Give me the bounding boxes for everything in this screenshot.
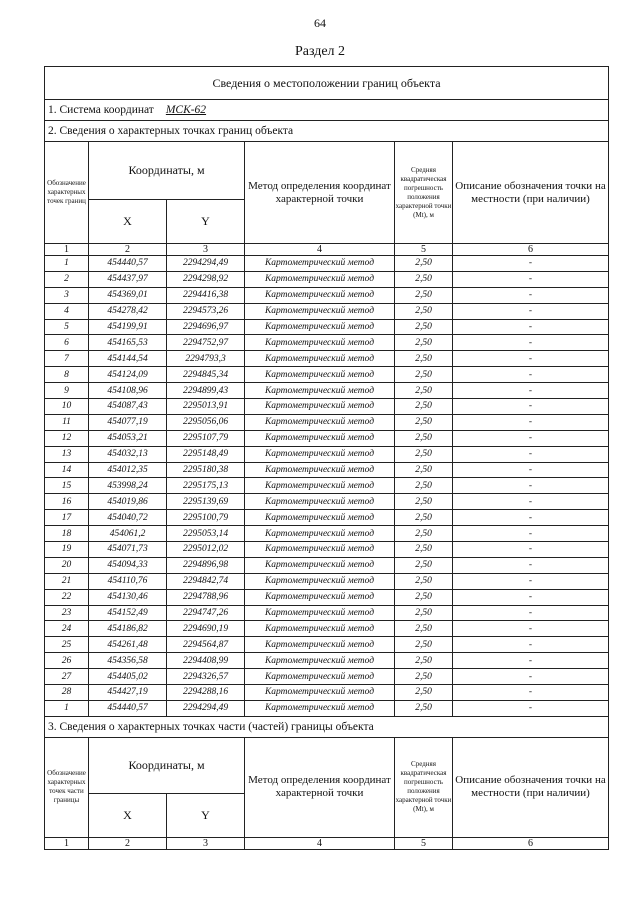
x-coordinate-cell: 454032,13 [89, 446, 167, 462]
x-coordinate-cell: 453998,24 [89, 478, 167, 494]
point-id-cell: 4 [45, 303, 89, 319]
y-coordinate-cell: 2294747,26 [167, 605, 245, 621]
description-cell: - [453, 542, 609, 558]
point-id-cell: 20 [45, 557, 89, 573]
point-id-cell: 1 [45, 256, 89, 272]
method-cell: Картометрический метод [245, 653, 395, 669]
point-id-cell: 6 [45, 335, 89, 351]
point-id-cell: 2 [45, 271, 89, 287]
y-coordinate-cell: 2294288,16 [167, 685, 245, 701]
description-cell: - [453, 573, 609, 589]
table-row [45, 383, 609, 399]
y-coordinate-cell: 2294298,92 [167, 271, 245, 287]
point-id-cell: 21 [45, 573, 89, 589]
rms-error-cell: 2,50 [395, 351, 453, 367]
point-id-cell: 26 [45, 653, 89, 669]
x-coordinate-cell: 454437,97 [89, 271, 167, 287]
rms-error-cell: 2,50 [395, 573, 453, 589]
y-coordinate-cell: 2295012,02 [167, 542, 245, 558]
method-cell: Картометрический метод [245, 478, 395, 494]
point-id-cell: 3 [45, 287, 89, 303]
column-number: 4 [245, 244, 395, 256]
table-row [45, 335, 609, 351]
point-id-cell: 14 [45, 462, 89, 478]
y-coordinate-cell: 2294690,19 [167, 621, 245, 637]
rms-error-cell: 2,50 [395, 399, 453, 415]
method-cell: Картометрический метод [245, 319, 395, 335]
description-cell: - [453, 256, 609, 272]
method-cell: Картометрический метод [245, 399, 395, 415]
x-coordinate-cell: 454278,42 [89, 303, 167, 319]
table-row [45, 319, 609, 335]
table-row [45, 589, 609, 605]
x-coordinate-cell: 454369,01 [89, 287, 167, 303]
rms-error-cell: 2,50 [395, 271, 453, 287]
x-coordinate-cell: 454199,91 [89, 319, 167, 335]
rms-error-cell: 2,50 [395, 653, 453, 669]
x-coordinate-cell: 454040,72 [89, 510, 167, 526]
x-coordinate-cell: 454261,48 [89, 637, 167, 653]
point-id-cell: 25 [45, 637, 89, 653]
point-id-cell: 8 [45, 367, 89, 383]
rms-error-cell: 2,50 [395, 462, 453, 478]
x-coordinate-cell: 454108,96 [89, 383, 167, 399]
y-coordinate-cell: 2294752,97 [167, 335, 245, 351]
method-cell: Картометрический метод [245, 494, 395, 510]
description-cell: - [453, 446, 609, 462]
method-cell: Картометрический метод [245, 542, 395, 558]
table-row [45, 367, 609, 383]
point-id-cell: 13 [45, 446, 89, 462]
y-coordinate-cell: 2294294,49 [167, 700, 245, 716]
coord-system-value: МСК-62 [165, 104, 207, 116]
method-cell: Картометрический метод [245, 287, 395, 303]
x-coordinate-cell: 454440,57 [89, 700, 167, 716]
y-coordinate-cell: 2295139,69 [167, 494, 245, 510]
rms-error-cell: 2,50 [395, 383, 453, 399]
table-row [45, 494, 609, 510]
description-cell: - [453, 303, 609, 319]
method-cell: Картометрический метод [245, 605, 395, 621]
description-cell: - [453, 351, 609, 367]
x-coordinate-cell: 454405,02 [89, 669, 167, 685]
y-coordinate-cell: 2295053,14 [167, 526, 245, 542]
point-id-cell: 19 [45, 542, 89, 558]
x-coordinate-cell: 454356,58 [89, 653, 167, 669]
y-coordinate-cell: 2294896,98 [167, 557, 245, 573]
method-cell: Картометрический метод [245, 557, 395, 573]
table-row [45, 462, 609, 478]
method-cell: Картометрический метод [245, 446, 395, 462]
column-number: 2 [89, 244, 167, 256]
header-method: Метод определения координат характерной точки [245, 142, 395, 244]
x-coordinate-cell: 454094,33 [89, 557, 167, 573]
rms-error-cell: 2,50 [395, 303, 453, 319]
point-id-cell: 24 [45, 621, 89, 637]
y-coordinate-cell: 2294793,3 [167, 351, 245, 367]
description-cell: - [453, 526, 609, 542]
description-cell: - [453, 399, 609, 415]
table-row [45, 700, 609, 716]
method-cell: Картометрический метод [245, 669, 395, 685]
column-numbers-row-part [45, 837, 609, 849]
column-number: 1 [45, 837, 89, 849]
y-coordinate-cell: 2294788,96 [167, 589, 245, 605]
y-coordinate-cell: 2294416,38 [167, 287, 245, 303]
rms-error-cell: 2,50 [395, 637, 453, 653]
table-row [45, 685, 609, 701]
section3-title: 3. Сведения о характерных точках части (частей) границы объекта [45, 716, 609, 737]
y-coordinate-cell: 2294294,49 [167, 256, 245, 272]
point-id-cell: 22 [45, 589, 89, 605]
point-id-cell: 11 [45, 414, 89, 430]
point-id-cell: 17 [45, 510, 89, 526]
description-cell: - [453, 605, 609, 621]
x-coordinate-cell: 454144,54 [89, 351, 167, 367]
header-part-point-designation: Обозначение характерных точек части границы [45, 737, 89, 837]
method-cell: Картометрический метод [245, 637, 395, 653]
header-x-part: X [89, 793, 167, 837]
method-cell: Картометрический метод [245, 414, 395, 430]
header-description: Описание обозначения точки на местности (при наличии) [453, 142, 609, 244]
column-number: 1 [45, 244, 89, 256]
rms-error-cell: 2,50 [395, 414, 453, 430]
x-coordinate-cell: 454124,09 [89, 367, 167, 383]
header-y: Y [167, 200, 245, 244]
method-cell: Картометрический метод [245, 589, 395, 605]
description-cell: - [453, 589, 609, 605]
description-cell: - [453, 319, 609, 335]
description-cell: - [453, 462, 609, 478]
rms-error-cell: 2,50 [395, 335, 453, 351]
point-id-cell: 9 [45, 383, 89, 399]
description-cell: - [453, 430, 609, 446]
table-row [45, 637, 609, 653]
y-coordinate-cell: 2295013,91 [167, 399, 245, 415]
method-cell: Картометрический метод [245, 335, 395, 351]
description-cell: - [453, 271, 609, 287]
description-cell: - [453, 621, 609, 637]
section-title: Раздел 2 [294, 44, 346, 59]
x-coordinate-cell: 454012,35 [89, 462, 167, 478]
point-id-cell: 12 [45, 430, 89, 446]
method-cell: Картометрический метод [245, 351, 395, 367]
x-coordinate-cell: 454427,19 [89, 685, 167, 701]
header-method-part: Метод определения координат характерной точки [245, 737, 395, 837]
description-cell: - [453, 287, 609, 303]
rms-error-cell: 2,50 [395, 621, 453, 637]
table-row [45, 510, 609, 526]
method-cell: Картометрический метод [245, 303, 395, 319]
description-cell: - [453, 700, 609, 716]
y-coordinate-cell: 2295175,13 [167, 478, 245, 494]
rms-error-cell: 2,50 [395, 685, 453, 701]
table-row [45, 430, 609, 446]
table-row [45, 303, 609, 319]
description-cell: - [453, 383, 609, 399]
table-row [45, 526, 609, 542]
rms-error-cell: 2,50 [395, 430, 453, 446]
x-coordinate-cell: 454110,76 [89, 573, 167, 589]
method-cell: Картометрический метод [245, 383, 395, 399]
y-coordinate-cell: 2294845,34 [167, 367, 245, 383]
table-row [45, 557, 609, 573]
rms-error-cell: 2,50 [395, 542, 453, 558]
x-coordinate-cell: 454077,19 [89, 414, 167, 430]
description-cell: - [453, 669, 609, 685]
y-coordinate-cell: 2294564,87 [167, 637, 245, 653]
y-coordinate-cell: 2295100,79 [167, 510, 245, 526]
point-id-cell: 18 [45, 526, 89, 542]
rms-error-cell: 2,50 [395, 319, 453, 335]
method-cell: Картометрический метод [245, 256, 395, 272]
point-id-cell: 15 [45, 478, 89, 494]
boundary-table-sheet [44, 66, 608, 850]
column-number: 2 [89, 837, 167, 849]
rms-error-cell: 2,50 [395, 256, 453, 272]
header-y-part: Y [167, 793, 245, 837]
description-cell: - [453, 637, 609, 653]
header-coordinates: Координаты, м [89, 142, 245, 200]
method-cell: Картометрический метод [245, 430, 395, 446]
rms-error-cell: 2,50 [395, 478, 453, 494]
column-number: 3 [167, 244, 245, 256]
table-caption: Сведения о местоположении границ объекта [45, 67, 609, 100]
x-coordinate-cell: 454071,73 [89, 542, 167, 558]
table-row [45, 573, 609, 589]
x-coordinate-cell: 454061,2 [89, 526, 167, 542]
method-cell: Картометрический метод [245, 700, 395, 716]
table-row [45, 414, 609, 430]
header-x: X [89, 200, 167, 244]
table-row [45, 446, 609, 462]
table-row [45, 287, 609, 303]
header-point-designation: Обозначение характерных точек границ [45, 142, 89, 244]
y-coordinate-cell: 2295107,79 [167, 430, 245, 446]
coord-system-label: 1. Система координат [48, 104, 154, 116]
x-coordinate-cell: 454053,21 [89, 430, 167, 446]
table-row [45, 256, 609, 272]
x-coordinate-cell: 454130,46 [89, 589, 167, 605]
description-cell: - [453, 653, 609, 669]
table-row [45, 271, 609, 287]
rms-error-cell: 2,50 [395, 446, 453, 462]
rms-error-cell: 2,50 [395, 526, 453, 542]
header-rms-error-part: Средняя квадратическая погрешность положения характерной точки (Mt), м [395, 737, 453, 837]
header-rms-error: Средняя квадратическая погрешность положения характерной точки (Mt), м [395, 142, 453, 244]
x-coordinate-cell: 454019,86 [89, 494, 167, 510]
x-coordinate-cell: 454087,43 [89, 399, 167, 415]
y-coordinate-cell: 2294696,97 [167, 319, 245, 335]
table-row [45, 621, 609, 637]
table-row [45, 399, 609, 415]
column-number: 6 [453, 244, 609, 256]
y-coordinate-cell: 2294842,74 [167, 573, 245, 589]
method-cell: Картометрический метод [245, 510, 395, 526]
column-number: 3 [167, 837, 245, 849]
table-row [45, 542, 609, 558]
y-coordinate-cell: 2294408,99 [167, 653, 245, 669]
table-row [45, 653, 609, 669]
rms-error-cell: 2,50 [395, 669, 453, 685]
y-coordinate-cell: 2294899,43 [167, 383, 245, 399]
table-row [45, 478, 609, 494]
column-number: 5 [395, 837, 453, 849]
rms-error-cell: 2,50 [395, 605, 453, 621]
y-coordinate-cell: 2294326,57 [167, 669, 245, 685]
description-cell: - [453, 557, 609, 573]
boundary-table [44, 66, 609, 850]
x-coordinate-cell: 454440,57 [89, 256, 167, 272]
point-id-cell: 28 [45, 685, 89, 701]
x-coordinate-cell: 454186,82 [89, 621, 167, 637]
point-id-cell: 7 [45, 351, 89, 367]
rms-error-cell: 2,50 [395, 557, 453, 573]
method-cell: Картометрический метод [245, 573, 395, 589]
coord-system-row [45, 100, 609, 121]
x-coordinate-cell: 454165,53 [89, 335, 167, 351]
rms-error-cell: 2,50 [395, 589, 453, 605]
description-cell: - [453, 478, 609, 494]
description-cell: - [453, 494, 609, 510]
header-coordinates-part: Координаты, м [89, 737, 245, 793]
column-number: 4 [245, 837, 395, 849]
point-id-cell: 23 [45, 605, 89, 621]
method-cell: Картометрический метод [245, 271, 395, 287]
table-row [45, 605, 609, 621]
description-cell: - [453, 335, 609, 351]
rms-error-cell: 2,50 [395, 510, 453, 526]
description-cell: - [453, 510, 609, 526]
rms-error-cell: 2,50 [395, 367, 453, 383]
table-row [45, 351, 609, 367]
page-number: 64 [314, 16, 326, 30]
rms-error-cell: 2,50 [395, 700, 453, 716]
description-cell: - [453, 414, 609, 430]
table-row [45, 669, 609, 685]
y-coordinate-cell: 2295056,06 [167, 414, 245, 430]
rms-error-cell: 2,50 [395, 287, 453, 303]
method-cell: Картометрический метод [245, 685, 395, 701]
method-cell: Картометрический метод [245, 526, 395, 542]
point-id-cell: 10 [45, 399, 89, 415]
header-description-part: Описание обозначения точки на местности (при наличии) [453, 737, 609, 837]
point-id-cell: 16 [45, 494, 89, 510]
method-cell: Картометрический метод [245, 621, 395, 637]
column-number: 5 [395, 244, 453, 256]
method-cell: Картометрический метод [245, 367, 395, 383]
x-coordinate-cell: 454152,49 [89, 605, 167, 621]
description-cell: - [453, 367, 609, 383]
y-coordinate-cell: 2295180,38 [167, 462, 245, 478]
y-coordinate-cell: 2295148,49 [167, 446, 245, 462]
point-id-cell: 27 [45, 669, 89, 685]
description-cell: - [453, 685, 609, 701]
rms-error-cell: 2,50 [395, 494, 453, 510]
column-numbers-row [45, 244, 609, 256]
column-number: 6 [453, 837, 609, 849]
method-cell: Картометрический метод [245, 462, 395, 478]
y-coordinate-cell: 2294573,26 [167, 303, 245, 319]
point-id-cell: 5 [45, 319, 89, 335]
section2-title: 2. Сведения о характерных точках границ объекта [45, 121, 609, 142]
point-id-cell: 1 [45, 700, 89, 716]
